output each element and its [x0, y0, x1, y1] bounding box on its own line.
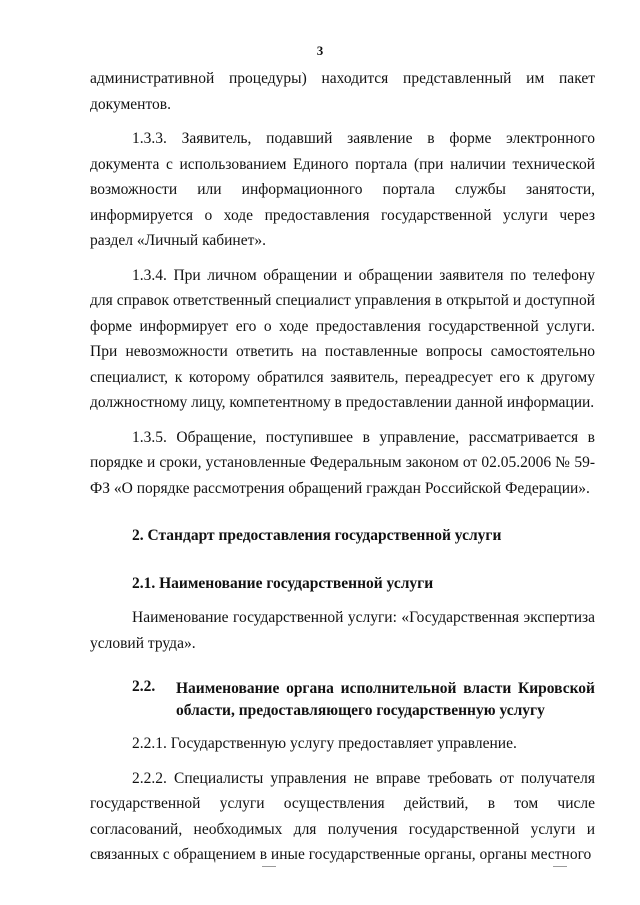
- section-heading-2: 2. Стандарт предоставления государственной услуги: [132, 527, 502, 544]
- paragraph-continuation: административной процедуры) находится представленный им пакет документов.: [90, 70, 595, 113]
- section-heading-2-2-text: Наименование органа исполнительной власти Кировской области, предоставляющего государственную услугу: [176, 680, 595, 719]
- section-heading-2-2: [90, 678, 595, 722]
- document-body: [90, 66, 595, 868]
- paragraph-1-3-4: 1.3.4. При личном обращении и обращении заявителя по телефону для справок ответственный специалист управления в открытой и доступной форме информирует его о ходе предоставления государственной услуги. При невозможности ответить на поставленные вопросы самостоятельно специалист, к которому обратился заявитель, переадресует его к другому должностному лицу, компетентному в предоставлении данной информации.: [90, 266, 595, 411]
- paragraph-1-3-5: 1.3.5. Обращение, поступившее в управление, рассматривается в порядке и сроки, установленные Федеральным законом от 02.05.2006 № 59-ФЗ «О порядке рассмотрения обращений граждан Российской Федерации».: [90, 428, 595, 497]
- section-heading-2-1: 2.1. Наименование государственной услуги: [132, 574, 434, 592]
- scan-mark-right: [553, 866, 567, 868]
- section-heading-2-2-number: 2.2.: [132, 678, 156, 695]
- page-number: 3: [316, 43, 324, 58]
- paragraph-service-name: Наименование государственной услуги: «Государственная экспертиза условий труда».: [90, 609, 595, 652]
- paragraph-2-2-1: 2.2.1. Государственную услугу предоставляет управление.: [132, 735, 517, 752]
- scan-mark-left: [262, 866, 276, 868]
- paragraph-1-3-3: 1.3.3. Заявитель, подавший заявление в форме электронного документа с использованием Единого портала (при наличии технической возможности или информационного портала службы занятости, информируется о ходе предоставления государственной услуги через раздел «Личный кабинет».: [90, 130, 595, 249]
- paragraph-2-2-2: 2.2.2. Специалисты управления не вправе требовать от получателя государственной услуги осуществления действий, в том числе согласований, необходимых для получения государственной услуги и связанных с обращением в иные государственные органы, органы местного: [90, 769, 595, 863]
